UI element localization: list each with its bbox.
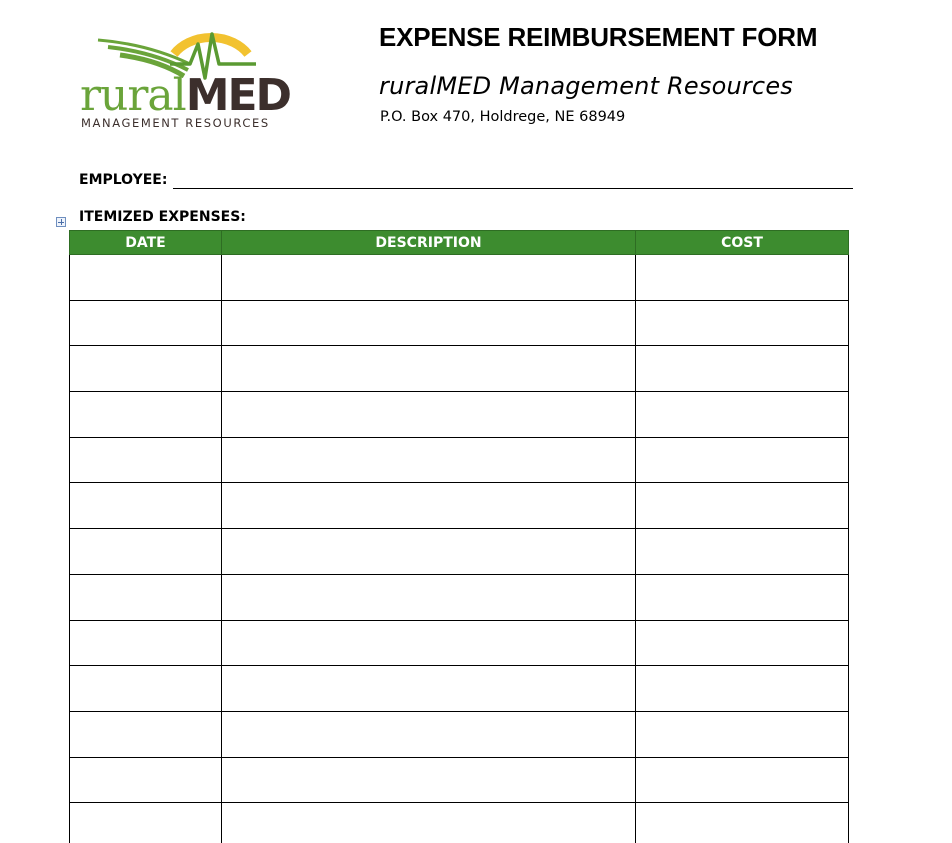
expenses-table	[69, 230, 849, 843]
date-cell[interactable]	[70, 757, 222, 803]
column-header-date: DATE	[70, 231, 222, 255]
company-address: P.O. Box 470, Holdrege, NE 68949	[380, 109, 626, 125]
date-cell[interactable]	[70, 620, 222, 666]
table-row	[70, 666, 849, 712]
cost-cell[interactable]	[636, 300, 849, 346]
logo-wordmark	[80, 72, 290, 120]
column-header-description: DESCRIPTION	[222, 231, 636, 255]
date-cell[interactable]	[70, 437, 222, 483]
cost-cell[interactable]	[636, 620, 849, 666]
cost-cell[interactable]	[636, 666, 849, 712]
cost-cell[interactable]	[636, 437, 849, 483]
description-cell[interactable]	[222, 529, 636, 575]
table-row	[70, 803, 849, 843]
date-cell[interactable]	[70, 529, 222, 575]
employee-name-field[interactable]	[173, 188, 853, 189]
date-cell[interactable]	[70, 711, 222, 757]
date-cell[interactable]	[70, 392, 222, 438]
description-cell[interactable]	[222, 574, 636, 620]
employee-label: EMPLOYEE:	[79, 172, 168, 188]
logo-word-med: MED	[185, 70, 291, 121]
table-row	[70, 255, 849, 301]
table-row	[70, 300, 849, 346]
company-name: ruralMED Management Resources	[379, 72, 793, 100]
table-row	[70, 483, 849, 529]
cost-cell[interactable]	[636, 757, 849, 803]
description-cell[interactable]	[222, 803, 636, 843]
table-row	[70, 392, 849, 438]
description-cell[interactable]	[222, 620, 636, 666]
cost-cell[interactable]	[636, 529, 849, 575]
table-row	[70, 620, 849, 666]
cost-cell[interactable]	[636, 711, 849, 757]
description-cell[interactable]	[222, 711, 636, 757]
description-cell[interactable]	[222, 483, 636, 529]
table-header-row	[70, 231, 849, 255]
date-cell[interactable]	[70, 803, 222, 843]
date-cell[interactable]	[70, 255, 222, 301]
column-header-cost: COST	[636, 231, 849, 255]
table-row	[70, 437, 849, 483]
cost-cell[interactable]	[636, 346, 849, 392]
date-cell[interactable]	[70, 574, 222, 620]
cost-cell[interactable]	[636, 574, 849, 620]
description-cell[interactable]	[222, 346, 636, 392]
description-cell[interactable]	[222, 255, 636, 301]
table-row	[70, 346, 849, 392]
cost-cell[interactable]	[636, 255, 849, 301]
table-row	[70, 529, 849, 575]
company-logo	[78, 10, 293, 130]
date-cell[interactable]	[70, 300, 222, 346]
date-cell[interactable]	[70, 666, 222, 712]
table-move-handle-icon[interactable]	[56, 217, 66, 227]
cost-cell[interactable]	[636, 803, 849, 843]
description-cell[interactable]	[222, 300, 636, 346]
logo-subtitle: MANAGEMENT RESOURCES	[81, 116, 270, 130]
description-cell[interactable]	[222, 757, 636, 803]
itemized-expenses-label: ITEMIZED EXPENSES:	[79, 209, 246, 225]
table-row	[70, 757, 849, 803]
cost-cell[interactable]	[636, 392, 849, 438]
description-cell[interactable]	[222, 437, 636, 483]
logo-word-rural: rural	[80, 70, 186, 121]
table-row	[70, 711, 849, 757]
table-row	[70, 574, 849, 620]
date-cell[interactable]	[70, 346, 222, 392]
description-cell[interactable]	[222, 392, 636, 438]
cost-cell[interactable]	[636, 483, 849, 529]
description-cell[interactable]	[222, 666, 636, 712]
form-title: EXPENSE REIMBURSEMENT FORM	[379, 22, 818, 52]
date-cell[interactable]	[70, 483, 222, 529]
